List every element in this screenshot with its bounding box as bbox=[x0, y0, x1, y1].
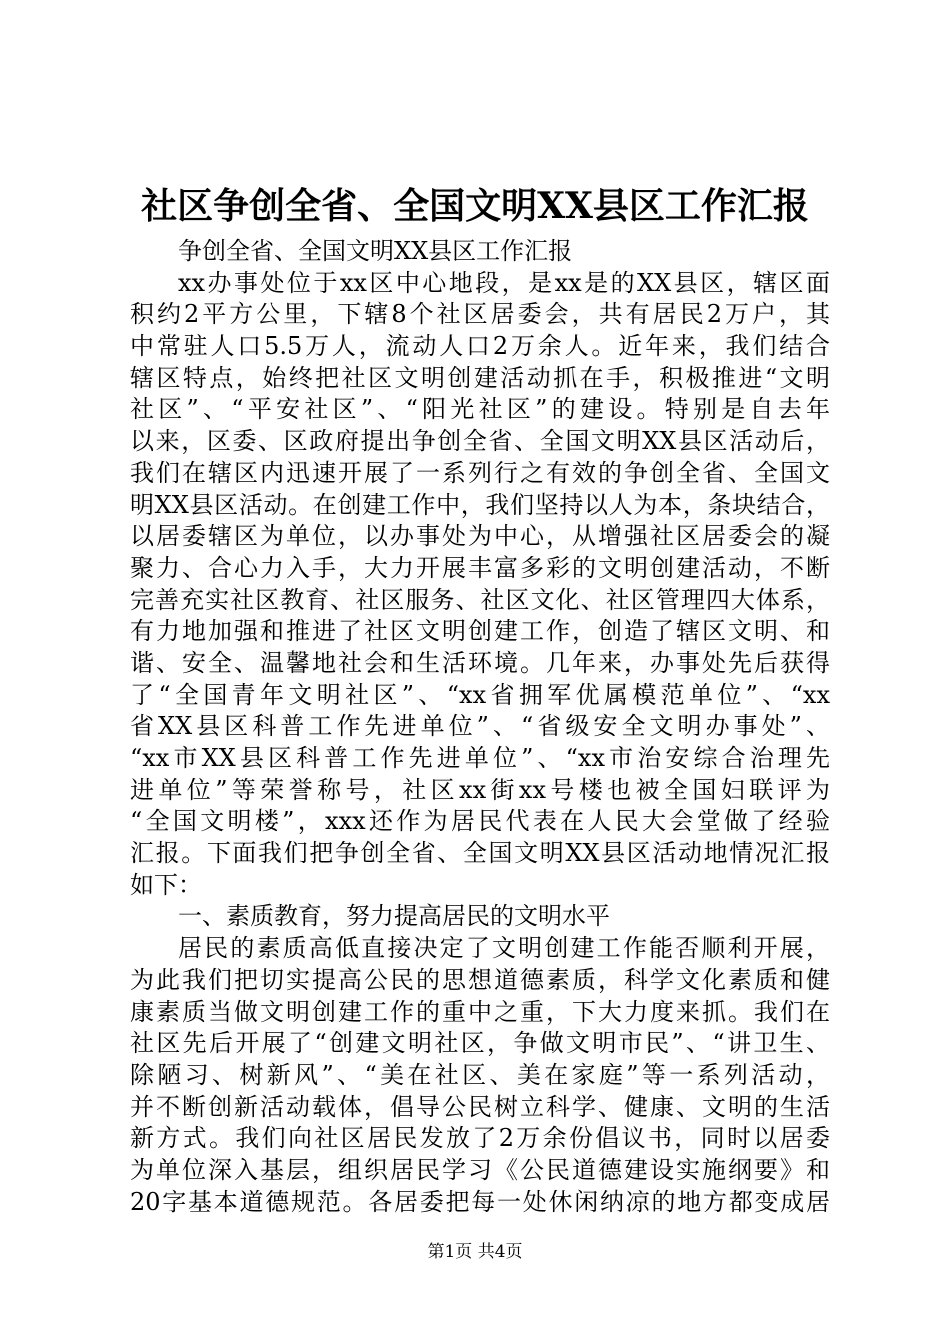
body-line: 社区先后开展了“创建文明社区，争做文明市民”、“讲卫生、 bbox=[130, 1029, 830, 1058]
body-line: 汇报。下面我们把争创全省、全国文明XX县区活动地情况汇报 bbox=[130, 839, 830, 868]
document-body bbox=[130, 236, 830, 1218]
body-line: 如下： bbox=[130, 870, 202, 899]
body-line: 新方式。我们向社区居民发放了2万余份倡议书，同时以居委 bbox=[130, 1124, 830, 1153]
body-line: xx办事处位于xx区中心地段，是xx是的XX县区，辖区面 bbox=[178, 268, 830, 297]
body-line: 为此我们把切实提高公民的思想道德素质，科学文化素质和健 bbox=[130, 965, 830, 994]
body-line: 一、素质教育，努力提高居民的文明水平 bbox=[178, 902, 610, 931]
body-line: 争创全省、全国文明XX县区工作汇报 bbox=[178, 237, 573, 265]
body-line: 有力地加强和推进了社区文明创建工作，创造了辖区文明、和 bbox=[130, 617, 830, 646]
body-line: 进单位”等荣誉称号，社区xx街xx号楼也被全国妇联评为 bbox=[130, 775, 830, 804]
body-line: 省XX县区科普工作先进单位”、“省级安全文明办事处”、 bbox=[130, 712, 830, 741]
body-line: 以居委辖区为单位，以办事处为中心，从增强社区居委会的凝 bbox=[130, 522, 830, 551]
body-line: 为单位深入基层，组织居民学习《公民道德建设实施纲要》和 bbox=[130, 1155, 830, 1184]
body-line: 并不断创新活动载体，倡导公民树立科学、健康、文明的生活 bbox=[130, 1092, 830, 1121]
body-line: 中常驻人口5.5万人，流动人口2万余人。近年来，我们结合 bbox=[130, 332, 830, 361]
body-line: 以来，区委、区政府提出争创全省、全国文明XX县区活动后， bbox=[130, 427, 830, 456]
body-line: 积约2平方公里，下辖8个社区居委会，共有居民2万户，其 bbox=[130, 300, 830, 329]
body-line: 我们在辖区内迅速开展了一系列行之有效的争创全省、全国文 bbox=[130, 458, 830, 487]
body-line: 聚力、合心力入手，大力开展丰富多彩的文明创建活动，不断 bbox=[130, 553, 830, 582]
body-line: 谐、安全、温馨地社会和生活环境。几年来，办事处先后获得 bbox=[130, 648, 830, 677]
body-line: “全国文明楼”，xxx还作为居民代表在人民大会堂做了经验 bbox=[130, 807, 830, 836]
document-title: 社区争创全省、全国文明XX县区工作汇报 bbox=[141, 185, 809, 227]
body-line: 康素质当做文明创建工作的重中之重，下大力度来抓。我们在 bbox=[130, 997, 830, 1026]
body-line: 明XX县区活动。在创建工作中，我们坚持以人为本，条块结合， bbox=[130, 490, 830, 519]
body-line: 了“全国青年文明社区”、“xx省拥军优属模范单位”、“xx bbox=[130, 680, 830, 709]
body-line: 辖区特点，始终把社区文明创建活动抓在手，积极推进“文明 bbox=[130, 363, 830, 392]
body-line: 完善充实社区教育、社区服务、社区文化、社区管理四大体系， bbox=[130, 585, 830, 614]
body-line: 居民的素质高低直接决定了文明创建工作能否顺利开展， bbox=[178, 934, 830, 963]
body-line: 20字基本道德规范。各居委把每一处休闲纳凉的地方都变成居 bbox=[130, 1187, 830, 1216]
body-line: 社区”、“平安社区”、“阳光社区”的建设。特别是自去年 bbox=[130, 395, 830, 424]
body-line: 除陋习、树新风”、“美在社区、美在家庭”等一系列活动， bbox=[130, 1060, 830, 1089]
body-line: “xx市XX县区科普工作先进单位”、“xx市治安综合治理先 bbox=[130, 744, 830, 772]
page-footer: 第1页 共4页 bbox=[427, 1242, 523, 1262]
